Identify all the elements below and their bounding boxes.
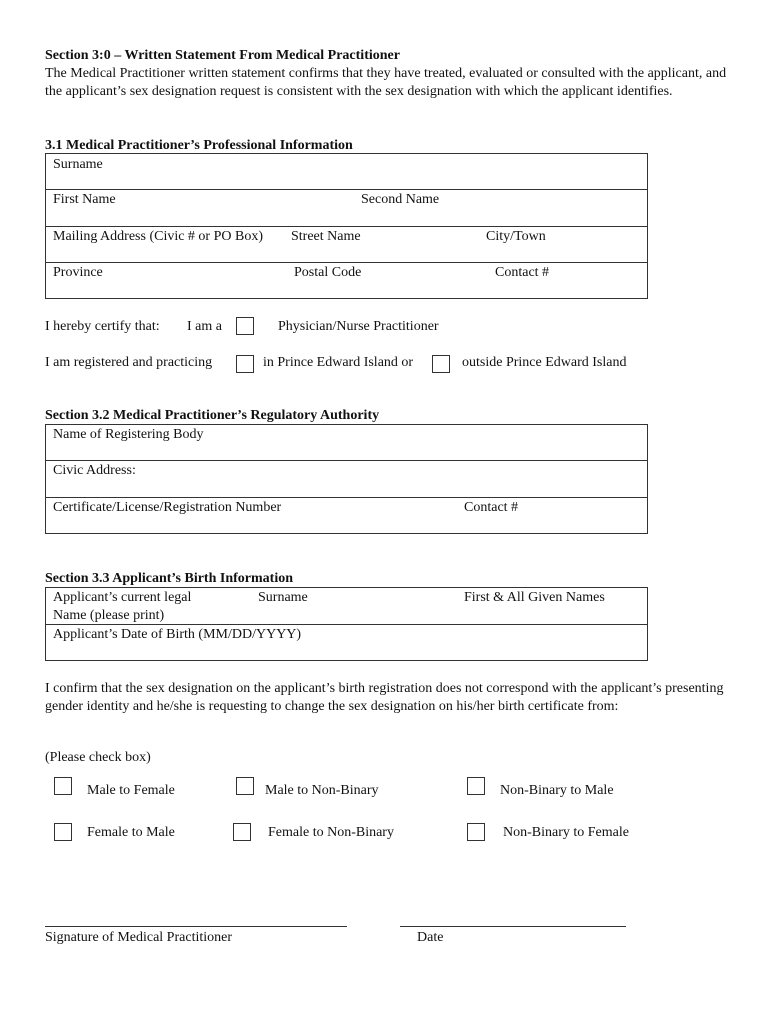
- section-3-1-heading: 3.1 Medical Practitioner’s Professional Information: [45, 138, 353, 153]
- female-to-male-checkbox[interactable]: [54, 823, 72, 841]
- certificate-number-field[interactable]: Certificate/License/Registration Number: [53, 500, 282, 515]
- contact-field[interactable]: Contact #: [495, 265, 550, 280]
- name-print-label: Name (please print): [53, 608, 165, 623]
- surname-field[interactable]: Surname: [53, 157, 103, 172]
- divider: [45, 226, 648, 227]
- nonbinary-to-male-label: Non-Binary to Male: [500, 783, 614, 798]
- divider: [45, 460, 648, 461]
- section-3-3-heading: Section 3.3 Applicant’s Birth Information: [45, 571, 293, 586]
- i-am-a-label: I am a: [187, 319, 222, 334]
- city-field[interactable]: City/Town: [486, 229, 546, 244]
- nonbinary-to-female-label: Non-Binary to Female: [503, 825, 629, 840]
- applicant-surname-field[interactable]: Surname: [258, 590, 308, 605]
- intro-paragraph: The Medical Practitioner written statement confirms that they have treated, evaluated or consulted with the applicant, and the applicant’s sex designation request is consistent with the sex designation with which the applicant identifies.: [45, 66, 727, 99]
- signature-label: Signature of Medical Practitioner: [45, 930, 232, 945]
- divider: [45, 189, 648, 190]
- mailing-address-field[interactable]: Mailing Address (Civic # or PO Box): [53, 229, 263, 244]
- second-name-field[interactable]: Second Name: [361, 192, 440, 207]
- male-to-female-label: Male to Female: [87, 783, 175, 798]
- street-name-field[interactable]: Street Name: [291, 229, 361, 244]
- divider: [45, 262, 648, 263]
- section-3-2-heading: Section 3.2 Medical Practitioner’s Regulatory Authority: [45, 408, 380, 423]
- regulatory-contact-field[interactable]: Contact #: [464, 500, 519, 515]
- signature-line[interactable]: [45, 926, 347, 927]
- physician-label: Physician/Nurse Practitioner: [278, 319, 439, 334]
- outside-pei-checkbox[interactable]: [432, 355, 450, 373]
- male-to-nonbinary-checkbox[interactable]: [236, 777, 254, 795]
- outside-pei-label: outside Prince Edward Island: [462, 355, 627, 370]
- first-name-field[interactable]: First Name: [53, 192, 116, 207]
- certify-label: I hereby certify that:: [45, 319, 160, 334]
- please-check-label: (Please check box): [45, 750, 151, 765]
- nonbinary-to-female-checkbox[interactable]: [467, 823, 485, 841]
- male-to-nonbinary-label: Male to Non-Binary: [265, 783, 379, 798]
- confirm-paragraph: I confirm that the sex designation on the applicant’s birth registration does not correspond with the applicant’s presenting gender identity and he/she is requesting to change the sex designation on his/her birth certificate from:: [45, 681, 724, 714]
- date-label: Date: [417, 930, 444, 945]
- female-to-male-label: Female to Male: [87, 825, 175, 840]
- province-field[interactable]: Province: [53, 265, 103, 280]
- registered-label: I am registered and practicing: [45, 355, 213, 370]
- section-heading: Section 3:0 – Written Statement From Medical Practitioner: [45, 48, 400, 63]
- dob-field[interactable]: Applicant’s Date of Birth (MM/DD/YYYY): [53, 627, 302, 642]
- in-pei-label: in Prince Edward Island or: [263, 355, 414, 370]
- civic-address-field[interactable]: Civic Address:: [53, 463, 136, 478]
- nonbinary-to-male-checkbox[interactable]: [467, 777, 485, 795]
- current-legal-name-label[interactable]: Applicant’s current legal: [53, 590, 192, 605]
- male-to-female-checkbox[interactable]: [54, 777, 72, 795]
- divider: [45, 497, 648, 498]
- female-to-nonbinary-label: Female to Non-Binary: [268, 825, 394, 840]
- date-line[interactable]: [400, 926, 626, 927]
- registering-body-field[interactable]: Name of Registering Body: [53, 427, 204, 442]
- in-pei-checkbox[interactable]: [236, 355, 254, 373]
- female-to-nonbinary-checkbox[interactable]: [233, 823, 251, 841]
- postal-code-field[interactable]: Postal Code: [294, 265, 362, 280]
- given-names-field[interactable]: First & All Given Names: [464, 590, 605, 605]
- physician-checkbox[interactable]: [236, 317, 254, 335]
